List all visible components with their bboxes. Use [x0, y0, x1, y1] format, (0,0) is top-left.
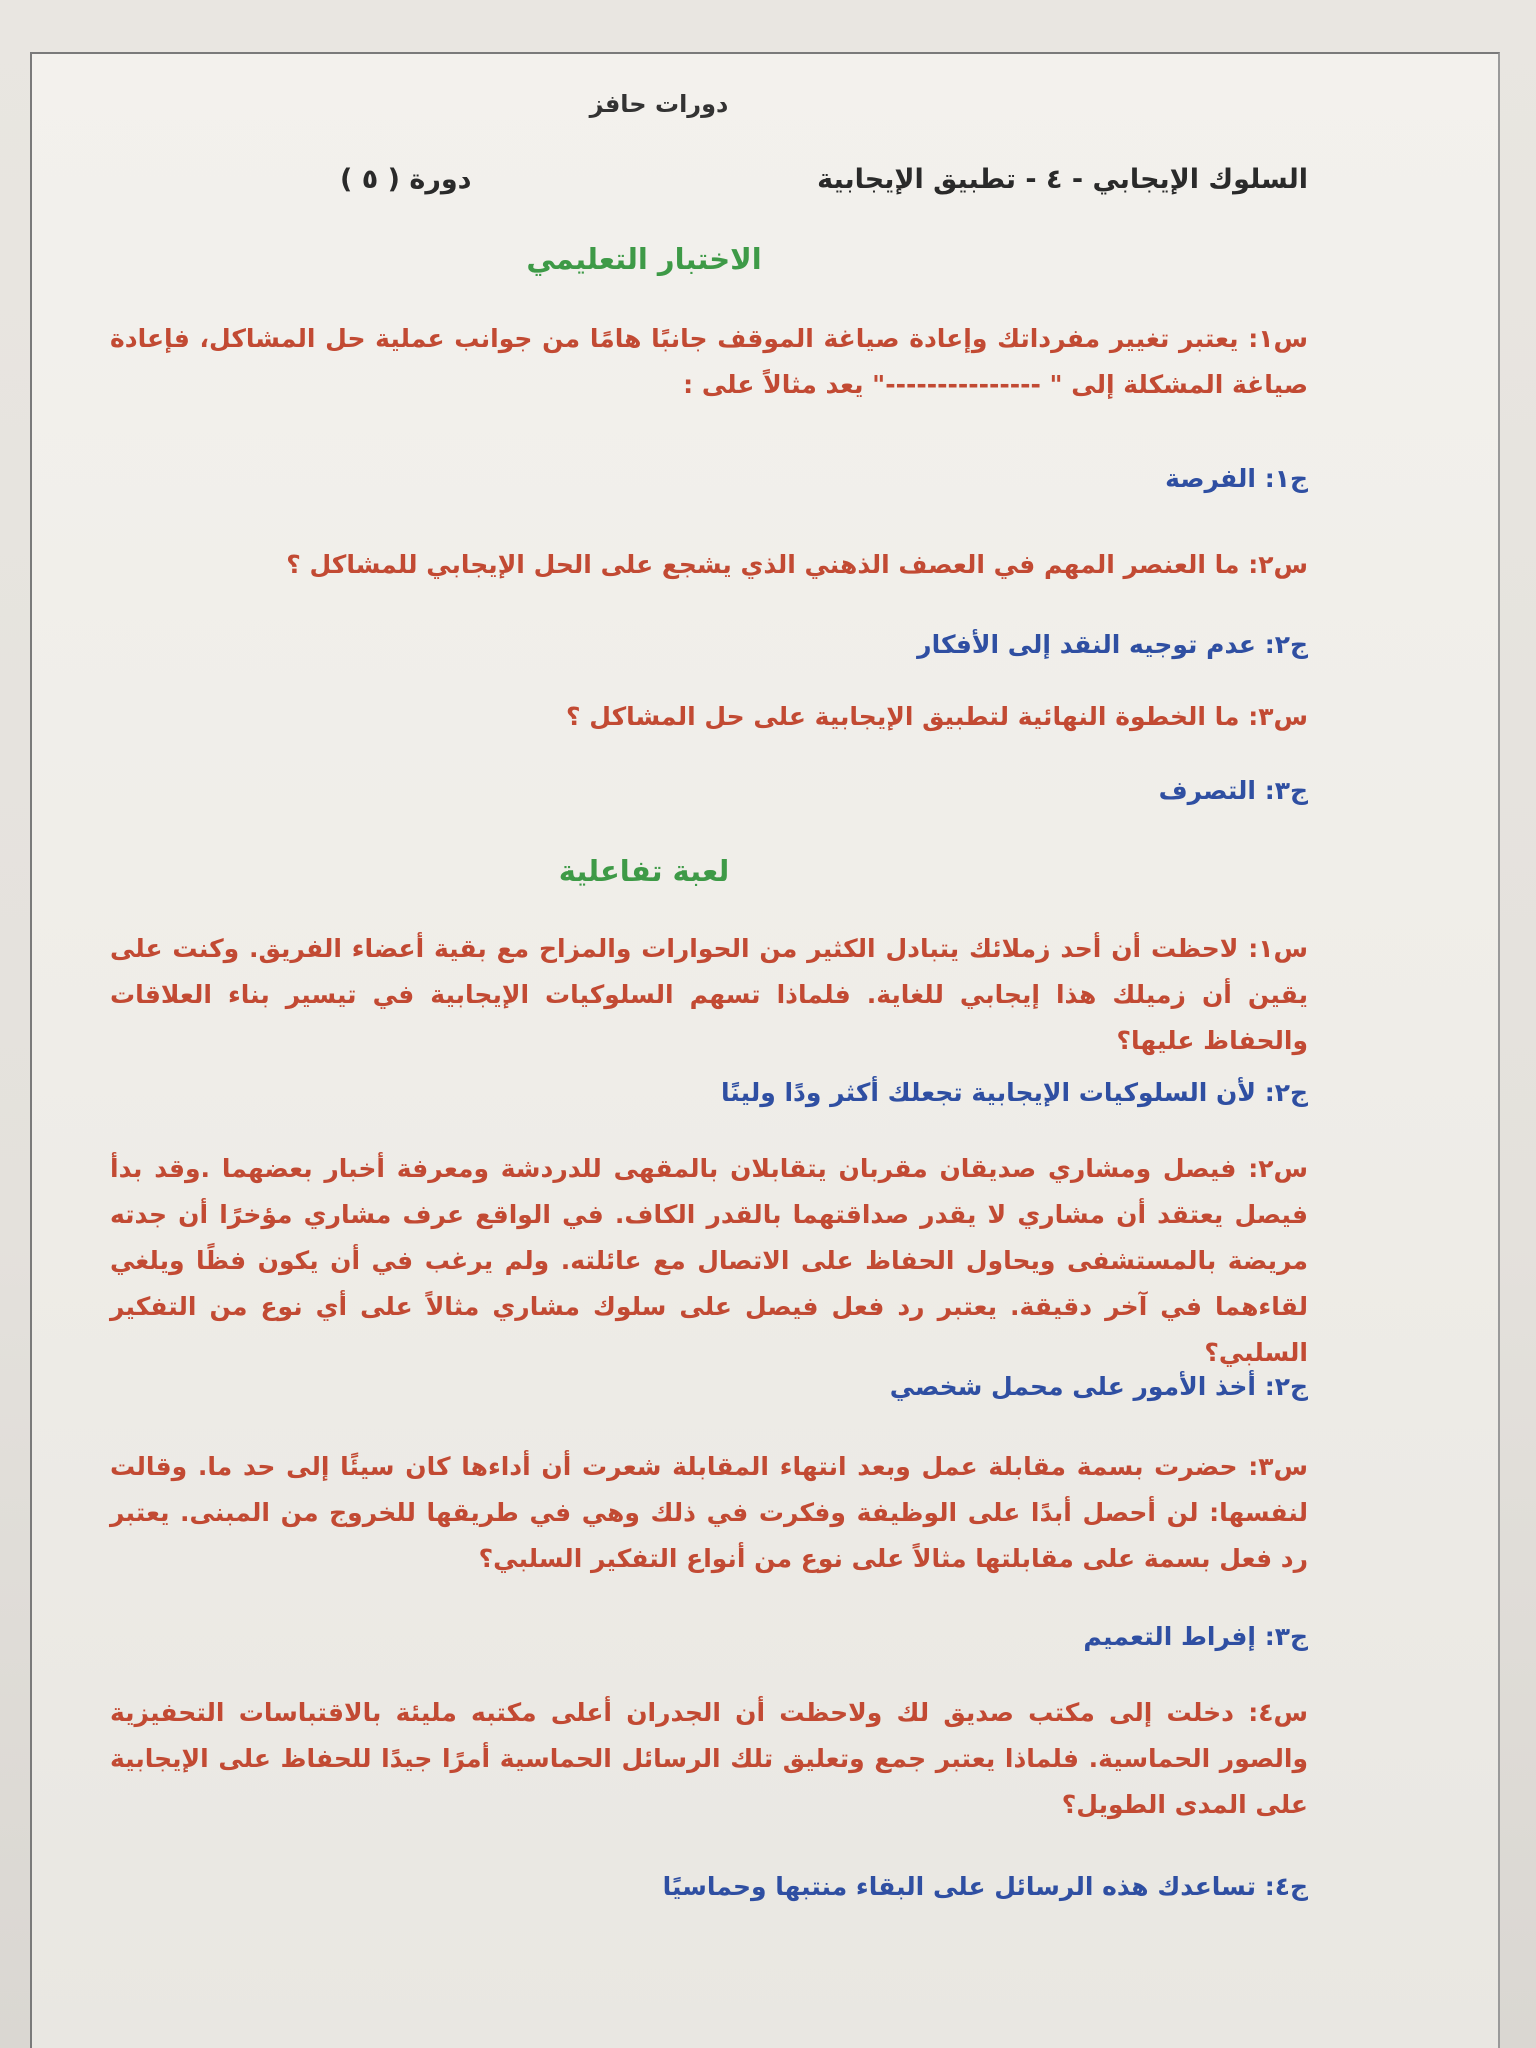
quiz-answer-3: ج٣: التصرف — [1158, 776, 1308, 805]
quiz-question-3: س٣: ما الخطوة النهائية لتطبيق الإيجابية على حل المشاكل ؟ — [566, 702, 1308, 731]
organization-name: دورات حافز — [589, 90, 729, 118]
game-question-2: س٢: فيصل ومشاري صديقان مقربان يتقابلان بالمقهى للدردشة ومعرفة أخبار بعضهما .وقد بدأ فيصل يعتقد أن مشاري لا يقدر صداقتهما بالقدر الكاف. في الواقع عرف مشاري مؤخرًا أن جدته مريضة بالمستشفى ويحاول الحفاظ على الاتصال مع عائلته. ولم يرغب في أن يكون فظًا ويلغي لقاءهما في آخر دقيقة. يعتبر رد فعل فيصل على سلوك مشاري مثالاً على أي نوع من التفكير السلبي؟ — [110, 1154, 1308, 1367]
quiz-question-2: س٢: ما العنصر المهم في العصف الذهني الذي يشجع على الحل الإيجابي للمشاكل ؟ — [286, 550, 1308, 579]
course-title: السلوك الإيجابي - ٤ - تطبيق الإيجابية — [817, 164, 1308, 195]
game-answer-3: ج٣: إفراط التعميم — [1083, 1622, 1308, 1651]
game-answer-1: ج٢: لأن السلوكيات الإيجابية تجعلك أكثر ودًا ولينًا — [721, 1078, 1308, 1107]
quiz-question-1: س١: يعتبر تغيير مفرداتك وإعادة صياغة الموقف جانبًا هامًا من جوانب عملية حل المشاكل، فإعادة صياغة المشكلة إلى " ---------------" يعد مثالاً على : — [110, 324, 1308, 399]
game-section-title: لعبة تفاعلية — [558, 854, 730, 888]
game-question-4: س٤: دخلت إلى مكتب صديق لك ولاحظت أن الجدران أعلى مكتبه مليئة بالاقتباسات التحفيزية والصور الحماسية. فلماذا يعتبر جمع وتعليق تلك الرسائل الحماسية أمرًا جيدًا للحفاظ على الإيجابية على المدى الطويل؟ — [110, 1698, 1308, 1819]
game-answer-2: ج٢: أخذ الأمور على محمل شخصي — [889, 1372, 1308, 1401]
game-answer-4: ج٤: تساعدك هذه الرسائل على البقاء منتبها وحماسيًا — [662, 1872, 1308, 1901]
course-number: دورة ( ٥ ) — [340, 164, 472, 195]
game-question-1: س١: لاحظت أن أحد زملائك يتبادل الكثير من الحوارات والمزاح مع بقية أعضاء الفريق. وكنت على يقين أن زميلك هذا إيجابي للغاية. فلماذا تسهم السلوكيات الإيجابية في تيسير بناء العلاقات والحفاظ عليها؟ — [110, 934, 1308, 1055]
quiz-answer-1: ج١: الفرصة — [1165, 464, 1308, 493]
document-page — [30, 52, 1500, 2048]
quiz-answer-2: ج٢: عدم توجيه النقد إلى الأفكار — [917, 630, 1308, 659]
game-question-3: س٣: حضرت بسمة مقابلة عمل وبعد انتهاء المقابلة شعرت أن أداءها كان سيئًا إلى حد ما. وقالت لنفسها: لن أحصل أبدًا على الوظيفة وفكرت في ذلك وهي في طريقها للخروج من المبنى. يعتبر رد فعل بسمة على مقابلتها مثالاً على نوع من أنواع التفكير السلبي؟ — [110, 1452, 1308, 1573]
quiz-section-title: الاختبار التعليمي — [526, 242, 762, 276]
